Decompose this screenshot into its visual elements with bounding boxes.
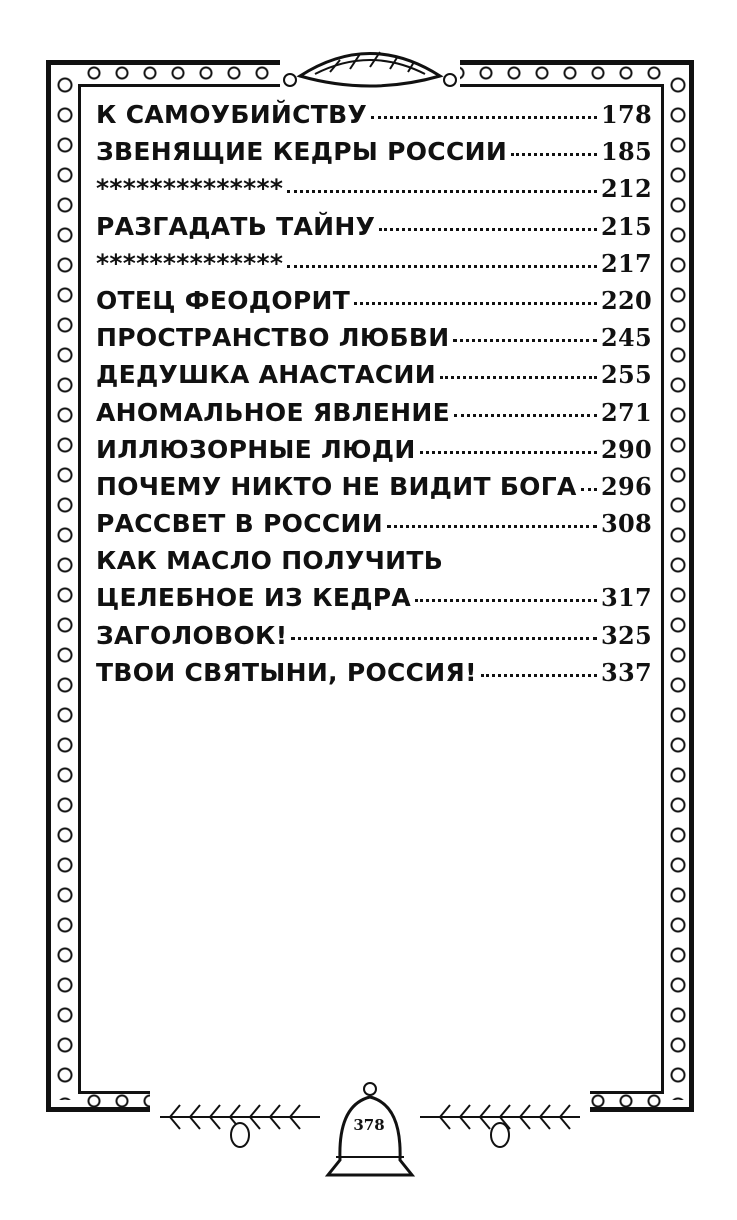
toc-entry-title: КАК МАСЛО ПОЛУЧИТЬ bbox=[96, 546, 444, 576]
toc-entry bbox=[96, 360, 652, 397]
toc-entry-title: ************** bbox=[96, 248, 284, 278]
toc-entry-page: 271 bbox=[601, 397, 652, 427]
toc-entry-title: ЦЕЛЕБНОЕ ИЗ КЕДРА bbox=[96, 583, 412, 613]
toc-entry-page: 217 bbox=[601, 248, 652, 278]
toc-entry-title: РАЗГАДАТЬ ТАЙНУ bbox=[96, 211, 376, 241]
toc-dot-leader bbox=[379, 228, 597, 231]
top-leaf-ornament-icon bbox=[280, 36, 460, 96]
toc-entry-page: 317 bbox=[601, 583, 652, 613]
toc-entry bbox=[96, 546, 652, 583]
toc-dot-leader bbox=[511, 153, 597, 156]
toc-dot-leader bbox=[454, 414, 597, 417]
toc-entry-title: ЗАГОЛОВОК! bbox=[96, 620, 288, 650]
toc-dot-leader bbox=[287, 265, 597, 268]
toc-entry-page: 255 bbox=[601, 360, 652, 390]
toc-entry bbox=[96, 658, 652, 695]
toc-entry-page: 185 bbox=[601, 137, 652, 167]
toc-entry-title: ЗВЕНЯЩИЕ КЕДРЫ РОССИИ bbox=[96, 137, 508, 167]
toc-entry bbox=[96, 323, 652, 360]
toc-entry-title: ПРОСТРАНСТВО ЛЮБВИ bbox=[96, 323, 450, 353]
toc-dot-leader bbox=[387, 525, 597, 528]
toc-entry bbox=[96, 621, 652, 658]
toc-entry bbox=[96, 249, 652, 286]
toc-entry-page: 215 bbox=[601, 211, 652, 241]
toc-entry bbox=[96, 472, 652, 509]
toc-entry-title: ИЛЛЮЗОРНЫЕ ЛЮДИ bbox=[96, 434, 416, 464]
toc-dot-leader bbox=[371, 116, 597, 119]
toc-dot-leader bbox=[291, 637, 597, 640]
toc-dot-leader bbox=[453, 339, 597, 342]
toc-entry-title: АНОМАЛЬНОЕ ЯВЛЕНИЕ bbox=[96, 397, 450, 427]
toc-entry-page: 212 bbox=[601, 174, 652, 204]
toc-dot-leader bbox=[420, 451, 597, 454]
toc-entry-page: 337 bbox=[601, 657, 652, 687]
toc-dot-leader bbox=[481, 674, 597, 677]
toc-entry-page: 296 bbox=[601, 471, 652, 501]
toc-entry-title: К САМОУБИЙСТВУ bbox=[96, 100, 368, 129]
toc-entry-page: 290 bbox=[601, 434, 652, 464]
page-number: 378 bbox=[353, 1116, 385, 1134]
toc-entry bbox=[96, 100, 652, 137]
toc-entry bbox=[96, 137, 652, 174]
toc-entry-title: ДЕДУШКА АНАСТАСИИ bbox=[96, 360, 436, 390]
toc-entry bbox=[96, 286, 652, 323]
toc-entry bbox=[96, 509, 652, 546]
toc-entry-page: 245 bbox=[601, 323, 652, 353]
toc-entry-page: 178 bbox=[601, 100, 652, 129]
toc-entry bbox=[96, 583, 652, 620]
toc-dot-leader bbox=[415, 599, 597, 602]
toc-entry bbox=[96, 435, 652, 472]
toc-entry-title: ************** bbox=[96, 174, 284, 204]
toc-dot-leader bbox=[581, 488, 597, 491]
toc-entry-page: 325 bbox=[601, 620, 652, 650]
toc-dot-leader bbox=[440, 376, 597, 379]
toc-entry bbox=[96, 212, 652, 249]
toc-entry bbox=[96, 174, 652, 211]
toc-entry-page: 308 bbox=[601, 509, 652, 539]
toc-entry-title: ОТЕЦ ФЕОДОРИТ bbox=[96, 285, 351, 315]
table-of-contents bbox=[96, 100, 652, 695]
toc-dot-leader bbox=[287, 190, 597, 193]
toc-entry bbox=[96, 398, 652, 435]
toc-entry-title: ПОЧЕМУ НИКТО НЕ ВИДИТ БОГА bbox=[96, 471, 577, 501]
toc-entry-page: 220 bbox=[601, 285, 652, 315]
toc-entry-title: ТВОИ СВЯТЫНИ, РОССИЯ! bbox=[96, 657, 477, 687]
toc-entry-title: РАССВЕТ В РОССИИ bbox=[96, 509, 383, 539]
toc-dot-leader bbox=[354, 302, 597, 305]
